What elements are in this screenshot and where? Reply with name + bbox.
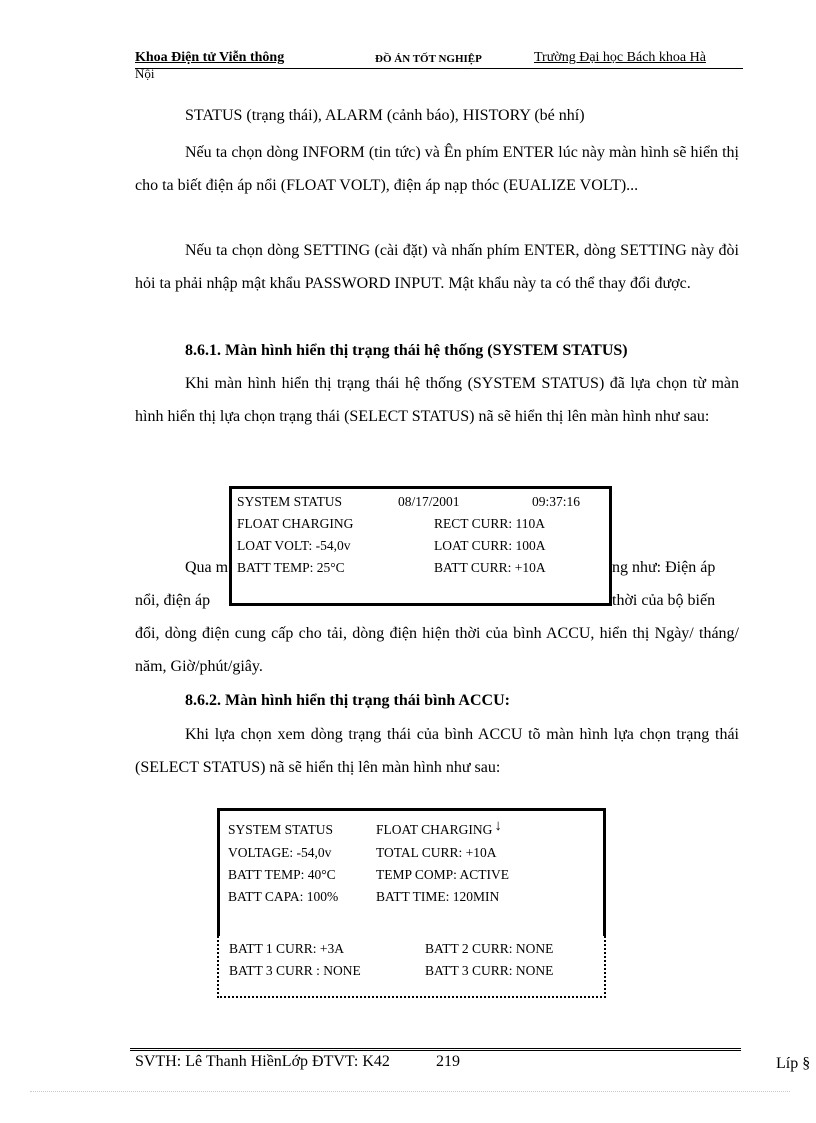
paragraph-qua-start: Qua m [185, 559, 229, 576]
paragraph-qua-line2-start: nổi, điện áp [135, 592, 211, 609]
display-date: 08/17/2001 [398, 494, 460, 509]
paragraph-setting: Nếu ta chọn dòng SETTING (cài đặt) và nhấn phím ENTER, dòng SETTING này đòi hỏi ta phải nhập mật khẩu PASSWORD INPUT. Mật khẩu này ta có thể thay đổi được. [135, 242, 739, 292]
paragraph-status-list: STATUS (trạng thái), ALARM (cảnh báo), HISTORY (bé nhí) [185, 107, 585, 124]
paragraph-qua-rest: đổi, dòng điện cung cấp cho tải, dòng điện hiện thời của bình ACCU, hiển thị Ngày/ tháng/ năm, Giờ/phút/giây. [135, 625, 739, 675]
page-edge-dots [30, 1091, 790, 1092]
system-status-display [229, 486, 612, 606]
header-title: ĐỒ ÁN TỐT NGHIỆP [375, 53, 482, 65]
display-batt-curr: BATT CURR: +10A [434, 560, 546, 575]
footer-class: Líp § [776, 1055, 811, 1072]
header-rule [135, 68, 743, 69]
display2-batt-temp: BATT TEMP: 40°C [228, 867, 336, 882]
display2-mode [376, 819, 502, 841]
batt3-curr: BATT 3 CURR : NONE [229, 963, 361, 978]
display-mode: FLOAT CHARGING [237, 516, 354, 531]
section-heading-accu-status: 8.6.2. Màn hình hiển thị trạng thái bình ACCU: [185, 692, 510, 709]
header-department: Khoa Điện tử Viễn thông [135, 50, 285, 65]
display2-batt-time: BATT TIME: 120MIN [376, 889, 500, 904]
footer-rule [130, 1048, 741, 1051]
display2-total-curr: TOTAL CURR: +10A [376, 845, 497, 860]
display-float-volt: LOAT VOLT: -54,0v [237, 538, 351, 553]
display2-temp-comp: TEMP COMP: ACTIVE [376, 867, 510, 882]
paragraph-qua-line2-end: thời của bộ biến [612, 592, 716, 609]
header-university: Trường Đại học Bách khoa Hà [534, 50, 706, 65]
arrow-down-icon: ↓ [494, 818, 502, 834]
display2-mode-label: FLOAT CHARGING [376, 822, 493, 837]
display-rect-curr: RECT CURR: 110A [434, 516, 546, 531]
display2-batt-capa: BATT CAPA: 100% [228, 889, 339, 904]
display2-voltage: VOLTAGE: -54,0v [228, 845, 332, 860]
batt3-curr-duplicate: BATT 3 CURR: NONE [425, 963, 554, 978]
accu-status-display [217, 808, 606, 939]
accu-battery-currents [217, 936, 606, 998]
display-batt-temp: BATT TEMP: 25°C [237, 560, 345, 575]
paragraph-inform: Nếu ta chọn dòng INFORM (tin tức) và Ên phím ENTER lúc này màn hình sẽ hiển thị cho ta biết điện áp nổi (FLOAT VOLT), điện áp nạp thóc (EUALIZE VOLT)... [135, 144, 739, 194]
display2-title: SYSTEM STATUS [228, 822, 334, 837]
section-heading-system-status: 8.6.1. Màn hình hiển thị trạng thái hệ thống (SYSTEM STATUS) [185, 342, 628, 359]
display-time: 09:37:16 [532, 494, 581, 509]
header-university-wrap: Nội [135, 66, 155, 81]
page-number: 219 [436, 1053, 460, 1070]
footer-student: SVTH: Lê Thanh HiềnLớp ĐTVT: K42 [135, 1053, 390, 1070]
batt2-curr: BATT 2 CURR: NONE [425, 941, 554, 956]
display-load-curr: LOAT CURR: 100A [434, 538, 546, 553]
paragraph-system-status: Khi màn hình hiển thị trạng thái hệ thống (SYSTEM STATUS) đã lựa chọn từ màn hình hiển thị lựa chọn trạng thái (SELECT STATUS) nã sẽ hiển thị lên màn hình như sau: [135, 375, 739, 425]
paragraph-accu-status: Khi lựa chọn xem dòng trạng thái của bình ACCU tõ màn hình lựa chọn trạng thái (SELECT STATUS) nã sẽ hiển thị lên màn hình như sau: [135, 726, 739, 776]
display-title: SYSTEM STATUS [237, 494, 343, 509]
batt1-curr: BATT 1 CURR: +3A [229, 941, 345, 956]
paragraph-qua-end: ng như: Điện áp [612, 559, 716, 576]
